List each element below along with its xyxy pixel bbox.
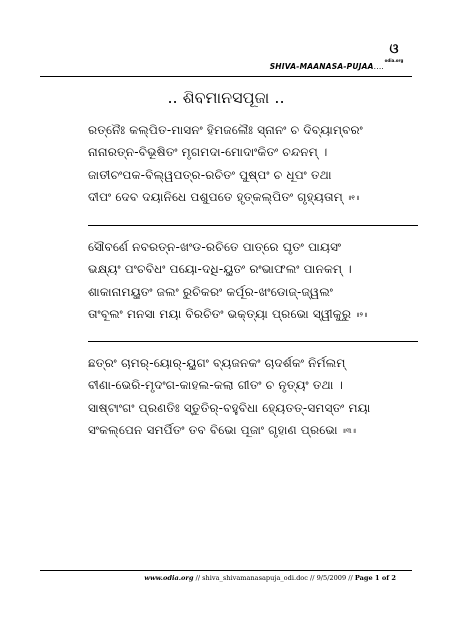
stanza-1 bbox=[88, 119, 418, 209]
page-footer bbox=[40, 570, 412, 582]
verse-line: ଶାକାନାମୟୁତଂ ଜଲଂ ରୁଚିକରଂ କର୍ପୂର-ଖଂଡୋଜ୍-ଜ୍ୱଲଂ bbox=[88, 284, 334, 299]
verse-line: ସୌବର୍ଣେ ନବରତ୍ନ-ଖଂଡ-ରଚିତେ ପାତ୍ରେ ଘୃତଂ ପାୟସଂ bbox=[88, 240, 342, 254]
verse-line: ଭକ୍ଷ୍ୟଂ ପଂଚବିଧଂ ପୟୋ-ଦଧି-ୟୁତଂ ରଂଭାଫଲଂ ପାନକମ୍ । bbox=[88, 262, 352, 277]
document-title: .. ଶିବମାନସପୂଜା .. bbox=[167, 88, 285, 107]
verse-line: ବୀଣା-ଭେରି-ମୃଦଂଗ-କାହଲ-କଲା ଗୀତଂ ଚ ନୃତ୍ୟଂ ତଥା । bbox=[88, 378, 344, 393]
verse-number: ॥୧॥ bbox=[346, 193, 360, 202]
stanza-2 bbox=[88, 236, 418, 326]
verse-line: ତାଂବୂଲଂ ମନସା ମୟା ବିରଚିତଂ ଭକ୍ତ୍ୟା ପ୍ରଭୋ ସ୍ୱୀକୁରୁ ॥୨॥ bbox=[88, 307, 368, 322]
page-header bbox=[40, 40, 412, 77]
stanza-divider bbox=[88, 225, 418, 226]
verse-number: ॥୨॥ bbox=[355, 310, 368, 319]
logo-text: odia.org bbox=[384, 58, 404, 63]
verse-line: ସଂକଲ୍ପେନ ସମର୍ପିତଂ ତବ ବିଭୋ ପୂଜାଂ ଗୃହାଣ ପ୍ରଭୋ ॥୩॥ bbox=[88, 423, 357, 438]
verse-line: ଦୀପଂ ଦେବ ଦୟାନିଧେ ପଶୁପତେ ହୃତ୍କଲ୍ପିତଂ ଗୃହ୍ୟତାମ୍ ॥୧॥ bbox=[88, 190, 360, 205]
verse-line: ରତ୍ନୈଃ କଲ୍ପିତ-ମାସନଂ ହିମଜଲୈଃ ସ୍ନାନଂ ଚ ଦିବ୍ୟାମ୍ବରଂ bbox=[88, 123, 363, 137]
verse-line: ସାଷ୍ଟାଂଗଂ ପ୍ରଣତିଃ ସ୍ତୁତିର୍-ବହୁବିଧା ହ୍ୟେତତ୍-ସମସ୍ତଂ ମୟା bbox=[88, 400, 371, 415]
odia-org-logo bbox=[382, 42, 406, 70]
verse-line: ଜାତୀଚଂପକ-ବିଲ୍ୱପତ୍ର-ରଚିତଂ ପୁଷ୍ପଂ ଚ ଧୂପଂ ତଥା bbox=[88, 167, 332, 182]
stanza-3 bbox=[88, 352, 418, 442]
verse-line: ଛତ୍ରଂ ଚାମର୍-ୟୋର୍-ୟୁଗଂ ବ୍ୟଜନକଂ ଚାଦର୍ଶକଂ ନିର୍ମଲମ୍ bbox=[88, 356, 346, 370]
logo-mark: ଓ bbox=[389, 42, 399, 57]
stanza-divider bbox=[88, 341, 418, 342]
footer-page-number: Page 1 of 2 bbox=[354, 574, 396, 582]
footer-file-info: // shiva_shivamanasapuja_odi.doc // 9/5/2009 // bbox=[193, 574, 355, 582]
footer-site-link[interactable]: www.odia.org bbox=[144, 574, 194, 582]
verse-number: ॥୩॥ bbox=[341, 426, 357, 435]
verse-line: ନାନାରତ୍ନ-ବିଭୂଷିତଂ ମୃଗମଦା-ମୋଦାଂକିତଂ ଚନ୍ଦନମ୍ । bbox=[88, 145, 328, 160]
header-title: SHIVA-MAANASA-PUJAA.... bbox=[269, 62, 384, 71]
